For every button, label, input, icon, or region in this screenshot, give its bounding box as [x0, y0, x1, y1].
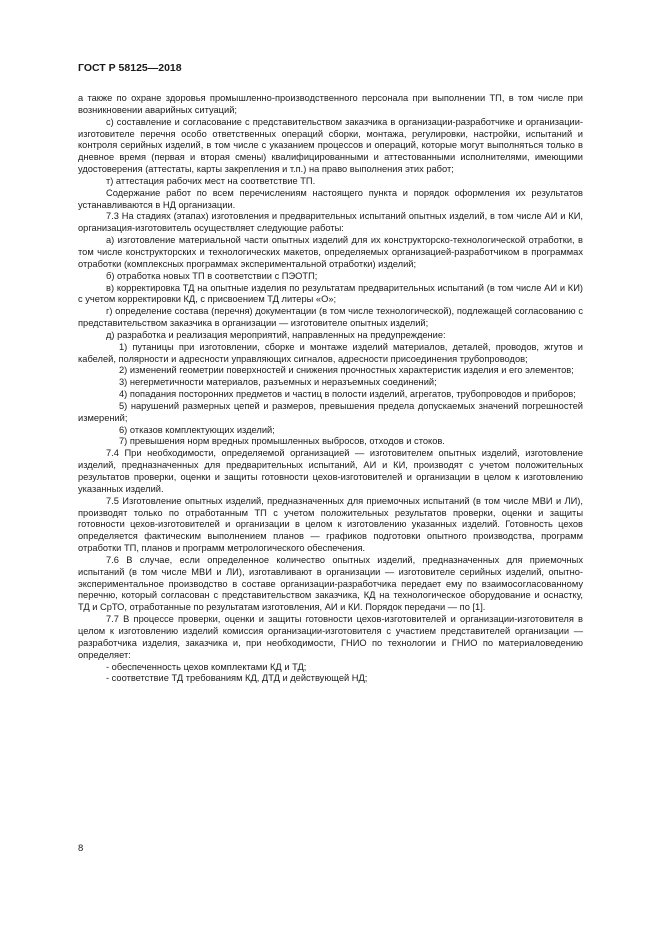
paragraph: д) разработка и реализация мероприятий, направленных на предупреждение:: [106, 329, 446, 340]
paragraph: 7.4 При необходимости, определяемой организацией — изготовителем опытных изделий, изготовление изделий, предназначенных для предварительных испытаний, АИ и КИ, производят с учетом положительных результатов проверки, оценки и защиты готовности цехов-изготовителей и организации в целом к изготовлению указанных изделий.: [78, 448, 583, 494]
paragraph: а также по охране здоровья промышленно-производственного персонала при выполнении ТП, в том числе при возникновении аварийных ситуаций;: [78, 93, 583, 115]
paragraph: с) составление и согласование с представительством заказчика в организации-разработчике и организации-изготовителе перечня особо ответственных операций сборки, монтажа, регулировки, настройки, испытаний и контроля серийных изделий, в том числе с указанием процессов и операций, которые могут выполняться только в дневное время (первая и вторая смены) квалифицированными и аттестованными исполнителями, имеющими удостоверения (аттестаты, карты закрепления и т.п.) на право выполнения этих работ;: [78, 116, 583, 175]
list-item: 3) негерметичности материалов, разъемных и неразъемных соединений;: [119, 377, 437, 388]
paragraph: г) определение состава (перечня) документации (в том числе технологической), подлежащей согласованию с представительством заказчика в организации — изготовителе опытных изделий;: [78, 306, 583, 329]
document-body: [78, 93, 583, 685]
paragraph: 7.5 Изготовление опытных изделий, предназначенных для приемочных испытаний (в том числе МВИ и ЛИ), производят только по отработанным ТП с учетом положительных результатов проверки, оценки и защиты готовности цехов-изготовителей и организации в целом к изготовлению указанных изделий. Готовность цехов определяется фактическим выполнением планов — графиков подготовки опытного производства, программ отработки ТП, планов и программ метрологического обеспечения.: [78, 495, 583, 554]
paragraph: в) корректировка ТД на опытные изделия по результатам предварительных испытаний (в том числе АИ и КИ) с учетом корректировки КД, с присвоением ТД литеры «О»;: [78, 282, 583, 305]
document-header: ГОСТ Р 58125—2018: [78, 62, 182, 74]
paragraph: 7.7 В процессе проверки, оценки и защиты готовности цехов-изготовителей и организации-изготовителя в целом к изготовлению изделий комиссия организации-изготовителя с участием представителей организации — разработчика изделия, заказчика и, при необходимости, ГНИО по технологии и ГНИО по материаловедению определяет:: [78, 614, 583, 660]
paragraph: т) аттестация рабочих мест на соответствие ТП.: [106, 175, 316, 186]
list-item: 7) превышения норм вредных промышленных выбросов, отходов и стоков.: [119, 436, 445, 447]
list-item: 1) путаницы при изготовлении, сборке и монтаже изделий материалов, деталей, проводов, жгутов и кабелей, полярности и адресности управляющих сигналов, адресности присоединения трубопроводов;: [78, 341, 583, 364]
list-item: - соответствие ТД требованиям КД, ДТД и действующей НД;: [106, 673, 368, 684]
paragraph: Содержание работ по всем перечислениям настоящего пункта и порядок оформления их результатов устанавливаются в НД организации.: [78, 187, 583, 210]
list-item: 5) нарушений размерных цепей и размеров, превышения предела допускаемых значений погрешностей измерений;: [78, 400, 583, 423]
paragraph: 7.3 На стадиях (этапах) изготовления и предварительных испытаний опытных изделий, в том числе АИ и КИ, организация-изготовитель осуществляет следующие работы:: [78, 211, 583, 234]
list-item: - обеспеченность цехов комплектами КД и ТД;: [106, 661, 307, 672]
list-item: 6) отказов комплектующих изделий;: [119, 424, 275, 435]
paragraph: 7.6 В случае, если определенное количество опытных изделий, предназначенных для приемочных испытаний (в том числе МВИ и ЛИ), изготавливают в организации — изготовителе серийных изделий, опытно-экспериментальное производство в составе организации-разработчика передает ему по взаимосогласованному перечню, который согласован с представительством заказчика, КД на технологическое оборудование и оснастку, ТД и СрТО, отработанные по результатам изготовления, АИ и КИ. Порядок передачи — по [1].: [78, 554, 583, 613]
list-item: 2) изменений геометрии поверхностей и снижения прочностных характеристик изделия и его элементов;: [119, 365, 574, 376]
paragraph: б) отработка новых ТП в соответствии с ПЭОТП;: [106, 270, 318, 281]
page-number: 8: [78, 843, 84, 854]
paragraph: а) изготовление материальной части опытных изделий для их конструкторско-технологической отработки, в том числе конструкторских и технологических макетов, определяемых организацией-разработчиком в программах отработки (комплексных программах экспериментальной отработки) изделий;: [78, 235, 583, 269]
list-item: 4) попадания посторонних предметов и частиц в полости изделий, агрегатов, трубопроводов и приборов;: [119, 389, 576, 400]
